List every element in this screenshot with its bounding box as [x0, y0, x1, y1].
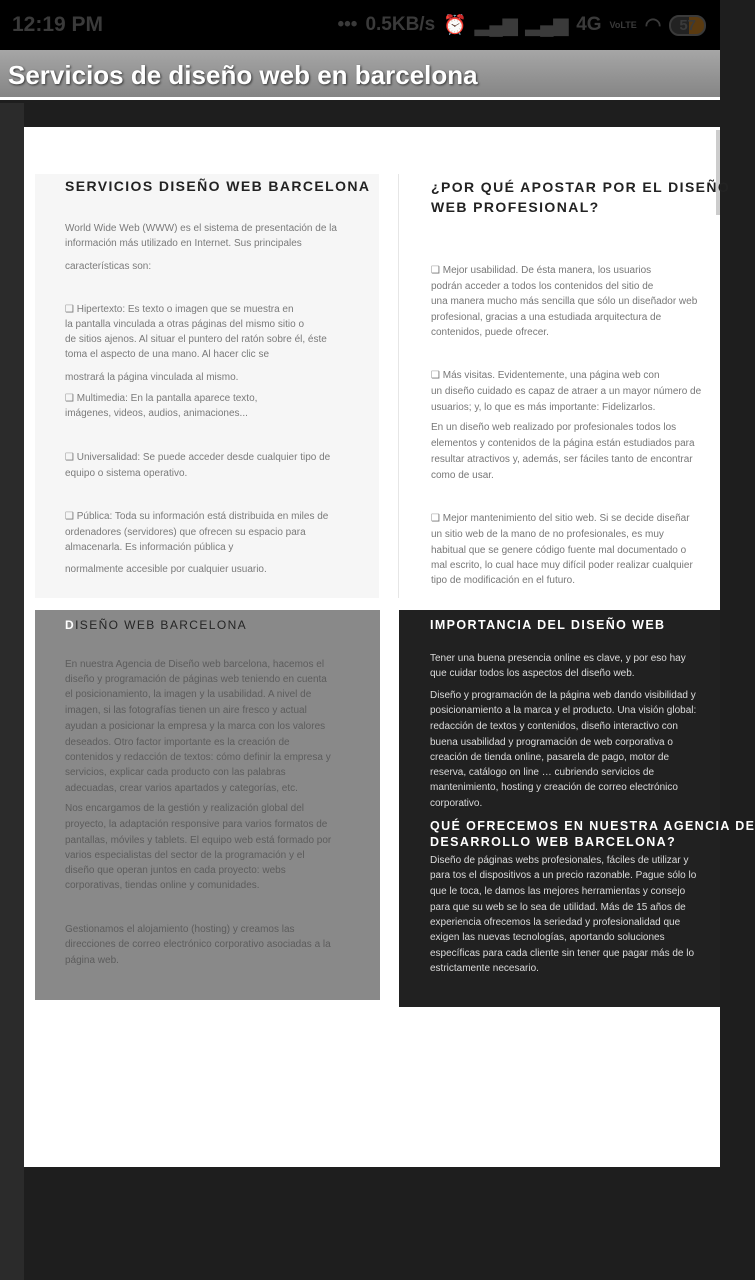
- text-line: un sitio web de la mano de no profesionales, es muy: [431, 529, 664, 540]
- text-line: para que su web se lo sea de utilidad. Más de 15 años de: [430, 902, 686, 913]
- text-line: información más utilizado en Internet. Sus principales: [65, 238, 302, 249]
- text-line: imagen, si las fotografías tienen un aire fresco y actual: [65, 705, 307, 716]
- text-line: específicas para cada cliente sin tener que pagar más de lo: [430, 948, 695, 959]
- text-line: usuarios; y, lo que es más importante: Fidelizarlos.: [431, 402, 656, 413]
- text-line: podrán acceder a todos los contenidos del sitio de: [431, 281, 654, 292]
- text-line: deseados. Otro factor importante es la creación de: [65, 737, 290, 748]
- text-line: mal escrito, lo cual hace muy difícil poder realizar cualquier: [431, 560, 693, 571]
- text-line: para tos el dispositivos a un precio razonable. Pague sólo lo: [430, 870, 697, 881]
- text-line: diseño que operan juntos en cada proyecto: webs: [65, 865, 286, 876]
- text-line: exigen las nuevas tecnologías, aportando soluciones: [430, 932, 665, 943]
- text-line: ❑ Más visitas. Evidentemente, una página web con: [431, 370, 660, 381]
- text-line: ❑ Pública: Toda su información está distribuida en miles de: [65, 511, 329, 522]
- section-heading: WEB PROFESIONAL?: [431, 199, 600, 215]
- text-line: En un diseño web realizado por profesionales todos los: [431, 422, 677, 433]
- section-diseno-web-barcelona: [35, 610, 380, 1000]
- text-line: resultar atractivos y, además, ser fáciles tanto de encontrar: [431, 454, 693, 465]
- text-line: diseño y programación de páginas web teniendo en cuenta: [65, 674, 327, 685]
- signal-icon: ▂▄▆: [525, 14, 569, 36]
- section-heading: DISEÑO WEB BARCELONA: [65, 618, 248, 632]
- text-line: características son:: [65, 261, 152, 272]
- section-heading: SERVICIOS DISEÑO WEB BARCELONA: [65, 178, 371, 194]
- text-line: ❑ Mejor mantenimiento del sitio web. Si se decide diseñar: [431, 513, 690, 524]
- text-line: ordenadores (servidores) que ofrecen su espacio para: [65, 527, 306, 538]
- status-bar: [0, 0, 720, 50]
- text-line: imágenes, videos, audios, animaciones...: [65, 408, 248, 419]
- text-line: toma el aspecto de una mano. Al hacer clic se: [65, 349, 270, 360]
- text-line: contenidos y redacción de textos: cómo definir la empresa y: [65, 752, 331, 763]
- text-line: profesional, gracias a una estudiada arquitectura de: [431, 312, 662, 323]
- text-line: varios especialistas del sector de la programación y el: [65, 850, 305, 861]
- section-heading: ¿POR QUÉ APOSTAR POR EL DISEÑO: [431, 179, 731, 195]
- text-line: corporativas, tiendas online y comunidades.: [65, 880, 260, 891]
- text-line: habitual que se genere código fuente mal documentado o: [431, 545, 687, 556]
- section-servicios: [35, 174, 379, 598]
- section-por-que-apostar: [398, 174, 731, 598]
- page-title: Servicios de diseño web en barcelona: [8, 60, 478, 90]
- section-heading: QUÉ OFRECEMOS EN NUESTRA AGENCIA DE: [430, 819, 755, 833]
- text-line: mantenimiento, hosting y creación de correo electrónico: [430, 782, 678, 793]
- text-line: pantallas, móviles y tablets. El equipo web está formado por: [65, 835, 332, 846]
- text-line: almacenarla. Es información pública y: [65, 542, 234, 553]
- text-line: reserva, catálogo on line … cubriendo servicios de: [430, 767, 655, 778]
- text-line: un diseño cuidado es capaz de atraer a un mayor número de: [431, 386, 702, 397]
- text-line: ayudan a posicionar la empresa y la marca con los valores: [65, 721, 326, 732]
- text-line: tipo de modificación en el futuro.: [431, 575, 575, 586]
- alarm-icon: ⏰: [443, 15, 467, 36]
- text-line: la pantalla vinculada a otras páginas del mismo sitio o: [65, 319, 305, 330]
- text-line: una manera mucho más sencilla que sólo un diseñador web: [431, 296, 698, 307]
- text-line: equipo o sistema operativo.: [65, 468, 188, 479]
- text-line: ❑ Universalidad: Se puede acceder desde cualquier tipo de: [65, 452, 331, 463]
- text-line: ❑ Multimedia: En la pantalla aparece texto,: [65, 393, 258, 404]
- text-line: contenidos, puede ofrecer.: [431, 327, 549, 338]
- signal-icon: ▂▄▆: [474, 14, 518, 36]
- text-line: World Wide Web (WWW) es el sistema de presentación de la: [65, 223, 337, 234]
- text-line: elementos y contenidos de la página están estudiados para: [431, 438, 695, 449]
- status-time: 12:19 PM: [12, 13, 104, 36]
- section-importancia: [399, 610, 755, 1007]
- app-title-bar: [0, 50, 720, 100]
- volte-icon: VoLTE: [609, 20, 637, 30]
- text-line: Nos encargamos de la gestión y realización global del: [65, 803, 305, 814]
- text-line: Diseño y programación de la página web dando visibilidad y: [430, 690, 696, 701]
- text-line: Diseño de páginas webs profesionales, fáciles de utilizar y: [430, 855, 689, 866]
- text-line: adecuadas, crear varios apartados y categorías, etc.: [65, 783, 298, 794]
- text-line: corporativo.: [430, 798, 483, 809]
- text-line: experiencia ofrecemos la seriedad y profesionalidad que: [430, 917, 681, 928]
- text-line: que le toca, le damos las mejores herramientas y consejo: [430, 886, 686, 897]
- text-line: redacción de textos y contenidos, diseño interactivo con: [430, 721, 678, 732]
- section-heading: IMPORTANCIA DEL DISEÑO WEB: [430, 618, 666, 632]
- text-line: página web.: [65, 955, 119, 966]
- text-line: servicios, explicar cada producto con las palabras: [65, 767, 286, 778]
- text-line: buena usabilidad y programación de web corporativa o: [430, 737, 673, 748]
- text-line: Tener una buena presencia online es clave, y por eso hay: [430, 653, 686, 664]
- text-line: de sitios ajenos. Al situar el puntero del ratón sobre él, éste: [65, 334, 327, 345]
- network-type: 4G: [576, 14, 602, 35]
- text-line: normalmente accesible por cualquier usuario.: [65, 564, 267, 575]
- battery-icon: 57: [669, 15, 706, 36]
- text-line: proyecto, la adaptación responsive para varios formatos de: [65, 819, 328, 830]
- heading-initial: D: [65, 618, 76, 632]
- section-heading: DESARROLLO WEB BARCELONA?: [430, 835, 677, 849]
- left-margin: [0, 103, 24, 1280]
- more-notifications-icon: •••: [337, 14, 358, 35]
- text-line: creación de tienda online, pasarela de pago, motor de: [430, 752, 670, 763]
- text-line: el posicionamiento, la imagen y la usabilidad. A nivel de: [65, 689, 312, 700]
- text-line: Gestionamos el alojamiento (hosting) y creamos las: [65, 924, 295, 935]
- text-line: direcciones de correo electrónico corporativo asociadas a la: [65, 939, 331, 950]
- text-line: como de usar.: [431, 470, 494, 481]
- text-line: estrictamente necesario.: [430, 963, 539, 974]
- text-line: En nuestra Agencia de Diseño web barcelona, hacemos el: [65, 659, 325, 670]
- text-line: posicionamiento a la marca y el producto. Una visión global:: [430, 705, 697, 716]
- text-line: ❑ Mejor usabilidad. De ésta manera, los usuarios: [431, 265, 652, 276]
- text-line: mostrará la página vinculada al mismo.: [65, 372, 239, 383]
- network-speed: 0.5KB/s: [365, 14, 436, 35]
- wifi-icon: ◠: [644, 14, 662, 36]
- text-line: que cuidar todos los aspectos del diseño web.: [430, 668, 635, 679]
- text-line: ❑ Hipertexto: Es texto o imagen que se muestra en: [65, 304, 294, 315]
